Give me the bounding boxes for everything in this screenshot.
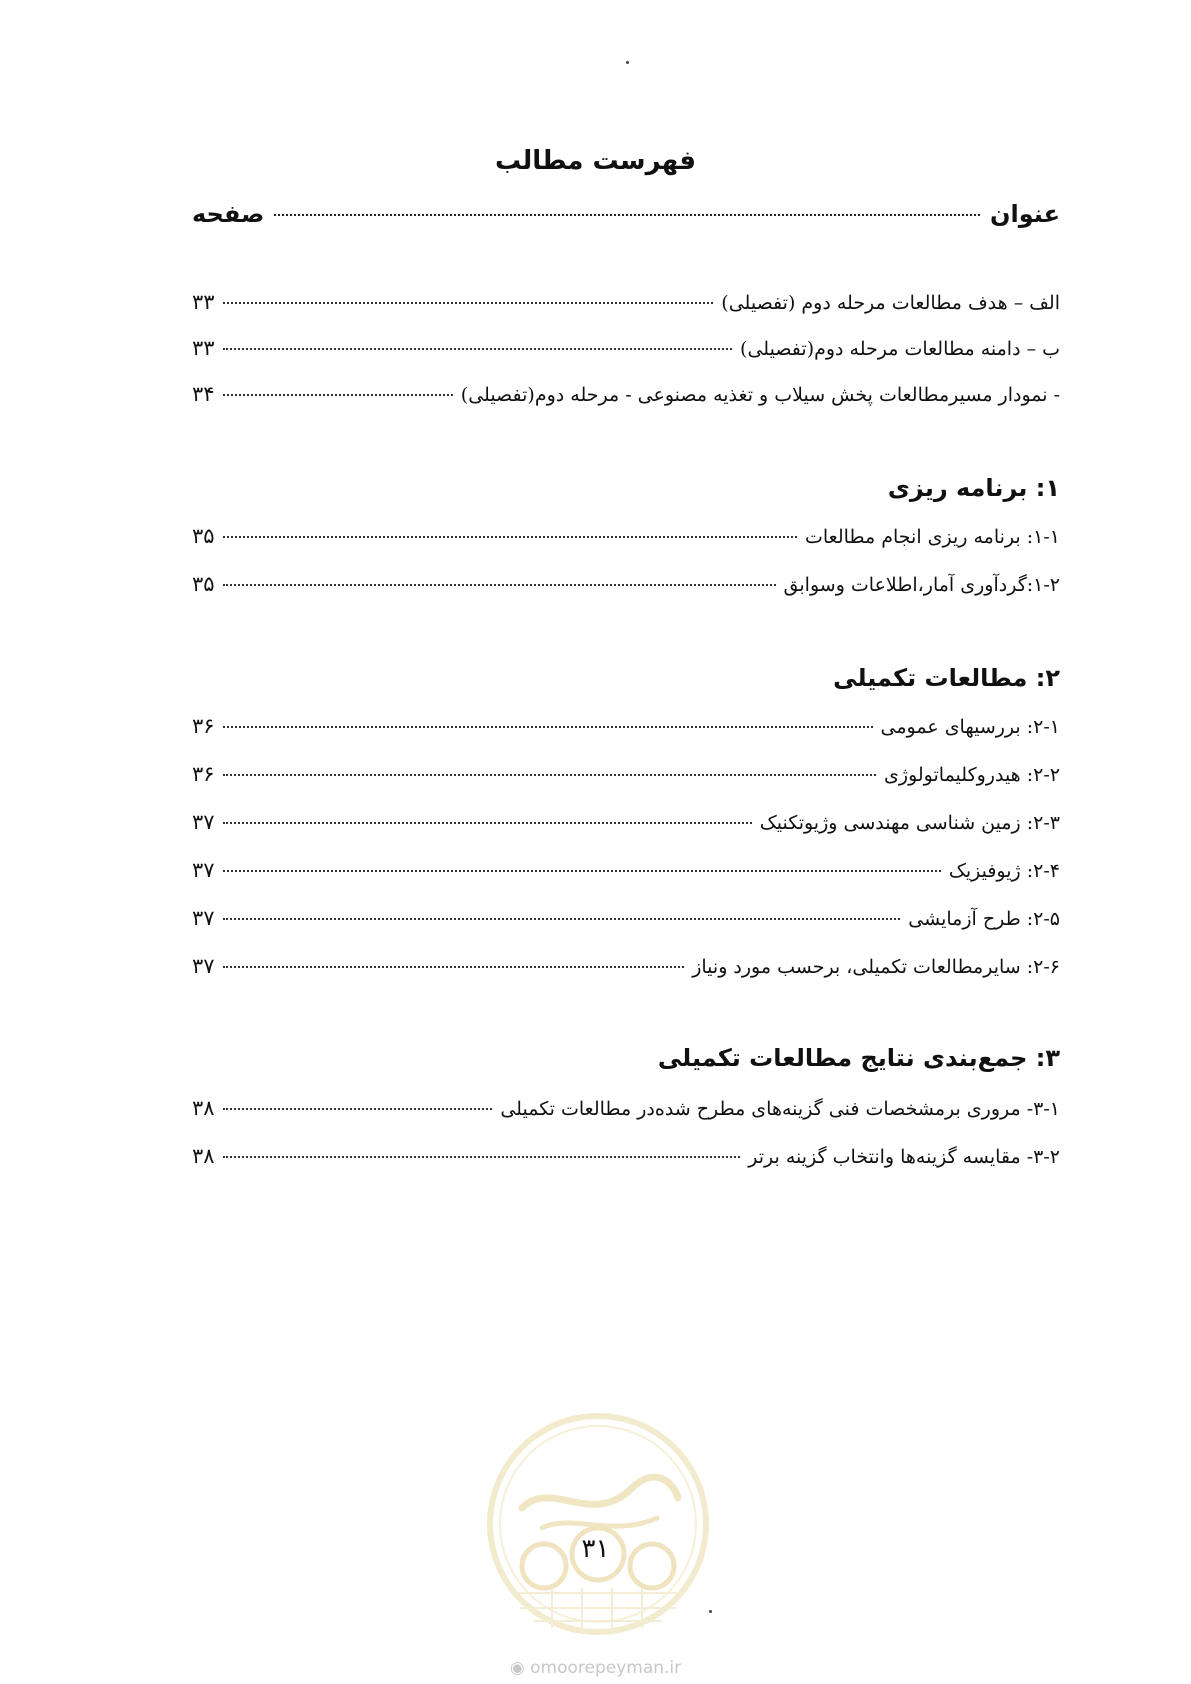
page-title: فهرست مطالب bbox=[495, 146, 696, 176]
dot-leader bbox=[223, 1107, 493, 1110]
toc-entry-text: ۱-۲:گردآوری آمار،اطلاعات وسوابق bbox=[783, 574, 1060, 596]
toc-entry[interactable] bbox=[192, 290, 1060, 324]
toc-entry-page: ۳۳ bbox=[192, 336, 215, 360]
header-page-label: صفحه bbox=[192, 200, 265, 228]
toc-entry-text: ۲-۳: زمین شناسی مهندسی وژیوتکنیک bbox=[759, 812, 1060, 834]
toc-entry-text: ۳-۲- مقایسه گزینه‌ها وانتخاب گزینه برتر bbox=[748, 1146, 1060, 1168]
dot-leader bbox=[223, 821, 752, 824]
footer-url bbox=[0, 1658, 1191, 1678]
dot-leader bbox=[223, 917, 901, 920]
toc-entry-page: ۳۷ bbox=[192, 954, 215, 978]
toc-entry[interactable] bbox=[192, 524, 1060, 558]
toc-entry-page: ۳۷ bbox=[192, 906, 215, 930]
section-heading: ۳: جمع‌بندی نتایج مطالعات تکمیلی bbox=[657, 1044, 1060, 1072]
toc-entry-text: - نمودار مسیرمطالعات پخش سیلاب و تغذیه مصنوعی - مرحله دوم(تفصیلی) bbox=[460, 384, 1060, 406]
dot-leader bbox=[223, 869, 941, 872]
dot-leader bbox=[223, 347, 732, 350]
toc-entry-page: ۳۸ bbox=[192, 1144, 215, 1168]
toc-entry-text: ب – دامنه مطالعات مرحله دوم(تفصیلی) bbox=[740, 338, 1060, 360]
toc-entry-text: ۱-۱: برنامه ریزی انجام مطالعات bbox=[804, 526, 1060, 548]
dot-leader bbox=[223, 393, 453, 396]
section-heading: ۱: برنامه ریزی bbox=[887, 474, 1060, 502]
toc-entry-text: ۲-۵: طرح آزمایشی bbox=[908, 908, 1060, 930]
toc-entry-page: ۳۷ bbox=[192, 810, 215, 834]
toc-entry-text: ۲-۴: ژیوفیزیک bbox=[948, 860, 1060, 882]
dot-leader bbox=[274, 213, 980, 216]
toc-entry[interactable] bbox=[192, 572, 1060, 606]
toc-entry-text: ۲-۶: سایرمطالعات تکمیلی، برحسب مورد ونیاز bbox=[692, 956, 1060, 978]
dot-leader bbox=[223, 583, 776, 586]
toc-entry[interactable] bbox=[192, 858, 1060, 892]
header-title-label: عنوان bbox=[990, 200, 1060, 228]
dot-leader bbox=[223, 725, 873, 728]
watermark-url-text: omoorepeyman.ir bbox=[530, 1658, 682, 1678]
dot-leader bbox=[223, 301, 714, 304]
toc-entry[interactable] bbox=[192, 714, 1060, 748]
toc-header bbox=[192, 200, 1060, 228]
toc-entry-page: ۳۷ bbox=[192, 858, 215, 882]
dot-leader bbox=[223, 965, 685, 968]
toc-entry[interactable] bbox=[192, 1144, 1060, 1178]
toc-entry[interactable] bbox=[192, 810, 1060, 844]
scan-speck bbox=[709, 1610, 712, 1613]
toc-entry-page: ۳۸ bbox=[192, 1096, 215, 1120]
toc-entry-page: ۳۶ bbox=[192, 714, 215, 738]
toc-entry-text: ۲-۲: هیدروکلیماتولوژی bbox=[884, 764, 1060, 786]
globe-icon: ◉ bbox=[509, 1658, 525, 1678]
toc-entry-text: ۳-۱- مروری برمشخصات فنی گزینه‌های مطرح شده‌در مطالعات تکمیلی bbox=[500, 1098, 1060, 1120]
toc-entry[interactable] bbox=[192, 336, 1060, 370]
toc-entry[interactable] bbox=[192, 382, 1060, 416]
page-number: ۳۱ bbox=[581, 1534, 610, 1564]
toc-entry[interactable] bbox=[192, 906, 1060, 940]
toc-entry[interactable] bbox=[192, 1096, 1060, 1130]
dot-leader bbox=[223, 535, 797, 538]
gear-seal-logo-icon bbox=[482, 1408, 714, 1640]
toc-entry-page: ۳۳ bbox=[192, 290, 215, 314]
toc-entry-page: ۳۶ bbox=[192, 762, 215, 786]
toc-entry-text: ۲-۱: بررسیهای عمومی bbox=[880, 716, 1060, 738]
toc-entry-text: الف – هدف مطالعات مرحله دوم (تفصیلی) bbox=[721, 292, 1060, 314]
scan-speck bbox=[626, 61, 629, 64]
toc-entry[interactable] bbox=[192, 762, 1060, 796]
toc-entry-page: ۳۵ bbox=[192, 524, 215, 548]
toc-entry[interactable] bbox=[192, 954, 1060, 988]
toc-entry-page: ۳۵ bbox=[192, 572, 215, 596]
section-heading: ۲: مطالعات تکمیلی bbox=[833, 664, 1060, 692]
toc-entry-page: ۳۴ bbox=[192, 382, 215, 406]
dot-leader bbox=[223, 773, 876, 776]
dot-leader bbox=[223, 1155, 741, 1158]
